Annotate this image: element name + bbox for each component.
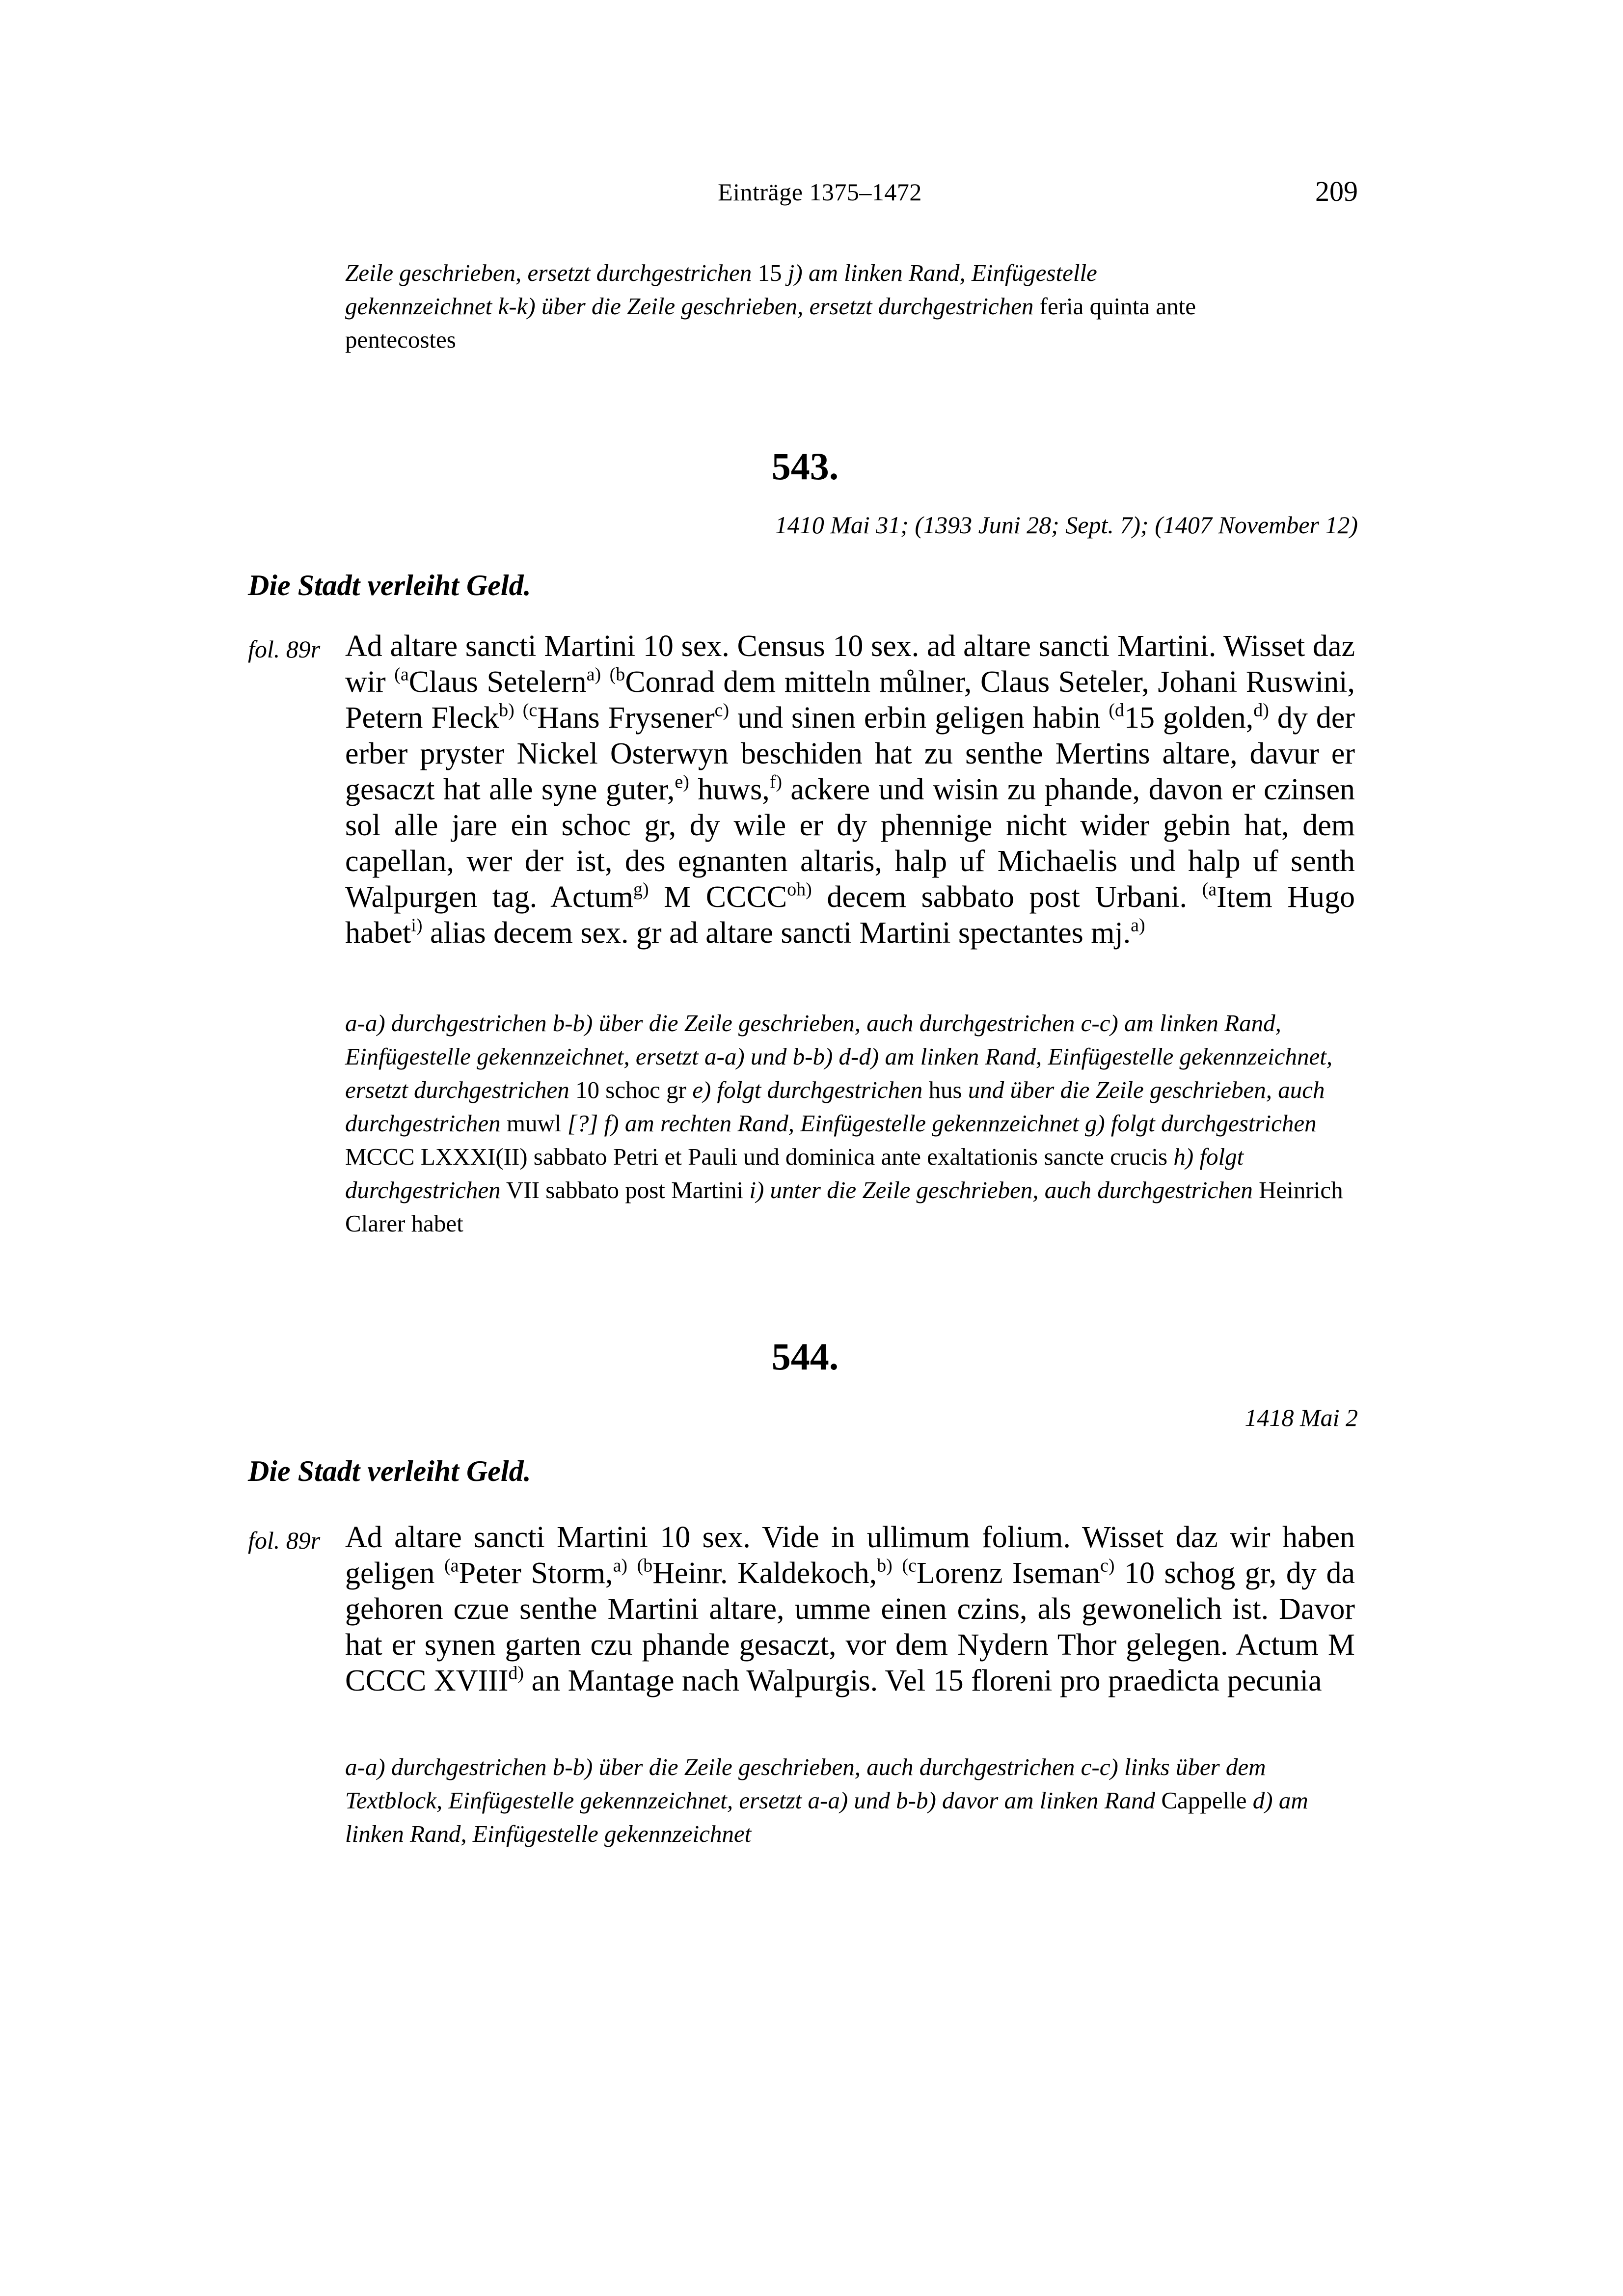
page-number: 209: [1315, 175, 1358, 207]
running-header-title: Einträge 1375–1472: [718, 178, 922, 206]
continued-footnote-line-2: gekennzeichnet k-k) über die Zeile geschrieben, ersetzt durchgestrichen feria quinta ante: [345, 293, 1196, 320]
entry-date-543: 1410 Mai 31; (1393 Juni 28; Sept. 7); (1407 November 12): [775, 511, 1358, 539]
entry-date-544: 1418 Mai 2: [1244, 1404, 1358, 1431]
regest-544: Die Stadt verleiht Geld.: [248, 1455, 531, 1487]
continued-footnote: [345, 256, 1356, 356]
footnotes-544: a-a) durchgestrichen b-b) über die Zeile geschrieben, auch durchgestrichen c-c) links über dem Textblock, Einfügestelle gekennzeichnet, ersetzt a-a) und b-b) davor am linken Rand Cappelle d) am linken Rand, Einfügestelle gekennzeichnet: [345, 1753, 1308, 1847]
entry-text-544: Ad altare sancti Martini 10 sex. Vide in ullimum folium. Wisset daz wir haben geligen $^{(a}$Peter Storm,$^{a)}$ $^{(b}$Heinr. Kaldekoch,$^{b)}$ $^{(c}$Lorenz Iseman$^{c)}$ 10 schog gr, dy da gehoren czue senthe Martini altare, umme einen czins, als gewonelich ist. Davor hat er synen garten czu phande gesaczt, vor dem Nydern Thor gelegen. Actum M CCCC XVIII$^{d)}$ an Mantage nach Walpurgis. Vel 15 floreni pro praedicta pecunia: [345, 1521, 1355, 1697]
continued-footnote-line-1: Zeile geschrieben, ersetzt durchgestrichen 15 j) am linken Rand, Einfügestelle: [345, 259, 1097, 286]
entry-number-544: 544.: [771, 1335, 839, 1378]
continued-footnote-line-3: pentecostes: [345, 326, 456, 353]
folio-ref-544: fol. 89r: [248, 1527, 321, 1554]
entry-number-543: 543.: [771, 445, 839, 488]
footnotes-543: a-a) durchgestrichen b-b) über die Zeile geschrieben, auch durchgestrichen c-c) am linken Rand, Einfügestelle gekennzeichnet, ersetzt a-a) und b-b) d-d) am linken Rand, Einfügestelle gekennzeichnet, ersetzt durchgestrichen 10 schoc gr e) folgt durchgestrichen hus und über die Zeile geschrieben, auch durchgestrichen muwl [?] f) am rechten Rand, Einfügestelle gekennzeichnet g) folgt durchgestrichen MCCC LXXXI(II) sabbato Petri et Pauli und dominica ante exaltationis sancte crucis h) folgt durchgestrichen VII sabbato post Martini i) unter die Zeile geschrieben, auch durchgestrichen Heinrich Clarer habet: [345, 1010, 1343, 1237]
regest-543: Die Stadt verleiht Geld.: [248, 569, 531, 601]
entry-text-543: Ad altare sancti Martini 10 sex. Census 10 sex. ad altare sancti Martini. Wisset daz wir $^{(a}$Claus Setelern$^{a)}$ $^{(b}$Conrad dem mitteln můlner, Claus Seteler, Johani Ruswini, Petern Fleck$^{b)}$ $^{(c}$Hans Frysener$^{c)}$ und sinen erbin geligen habin $^{(d}$15 golden,$^{d)}$ dy der erber pryster Nickel Osterwyn beschiden hat zu senthe Mertins altare, davur er gesaczt hat alle syne guter,$^{e)}$ huws,$^{f)}$ ackere und wisin zu phande, davon er czinsen sol alle jare ein schoc gr, dy wile er dy phennige nicht wider gebin hat, dem capellan, wer der ist, des egnanten altaris, halp uf Michaelis und halp uf senth Walpurgen tag. Actum$^{g)}$ M $CCCC^{oh)}$ decem sabbato post Urbani. $^{(a}$Item Hugo habet$^{i)}$ alias decem sex. gr ad altare sancti Martini spectantes mj.$^{a)}$: [345, 629, 1355, 950]
folio-ref-543: fol. 89r: [248, 635, 321, 663]
